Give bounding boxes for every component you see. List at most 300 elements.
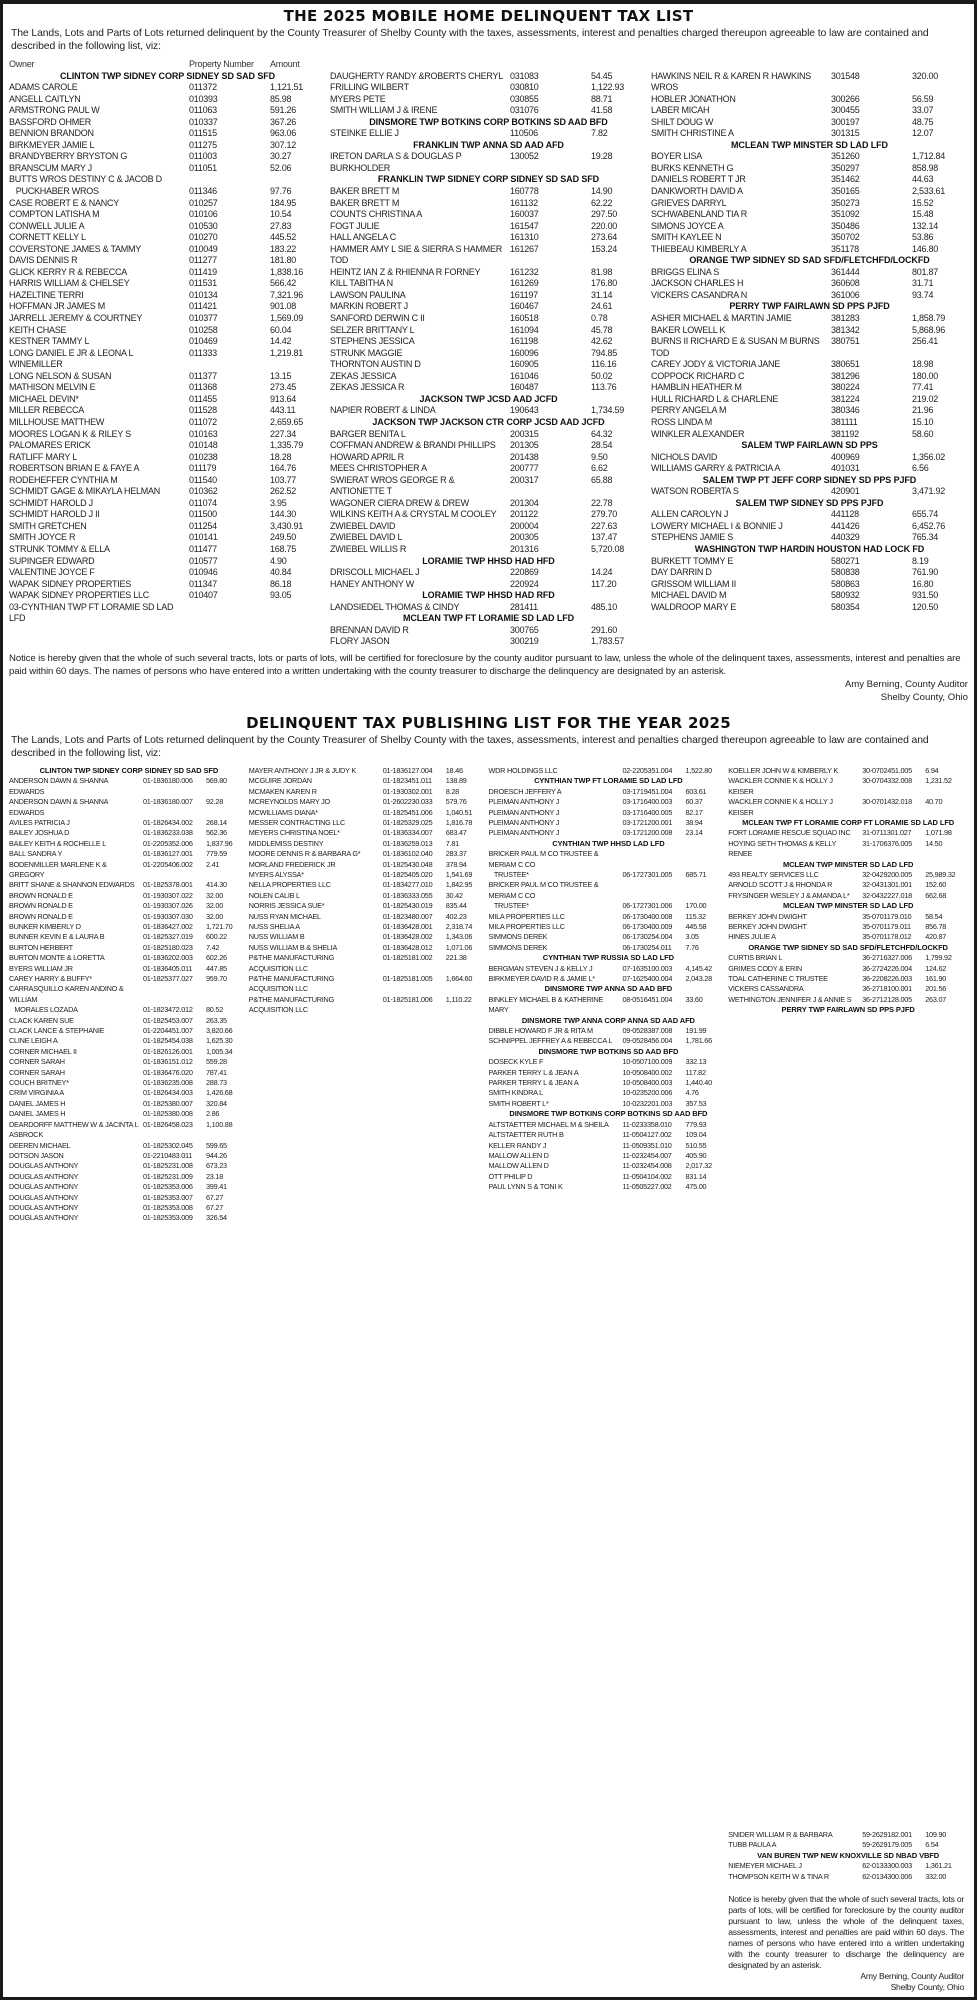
amount: 93.74 bbox=[912, 289, 934, 300]
property-number: 011500 bbox=[189, 509, 217, 520]
amount: 64.32 bbox=[591, 428, 613, 439]
owner-name: CORNETT KELLY L bbox=[9, 232, 86, 243]
property-number: 010270 bbox=[189, 232, 218, 243]
owner-name: LANDSIEDEL THOMAS & CINDY bbox=[330, 601, 460, 612]
property-number: 220924 bbox=[510, 578, 539, 589]
table-row bbox=[647, 209, 968, 221]
amount: 42.62 bbox=[591, 336, 613, 347]
owner-name: LAWSON PAULINA bbox=[330, 289, 406, 300]
owner-name: DOUGLAS ANTHONY bbox=[9, 1192, 79, 1202]
amount: 15.52 bbox=[912, 197, 934, 208]
property-number: 010106 bbox=[189, 209, 218, 220]
table-row bbox=[326, 625, 647, 637]
owner-name: HAMMER AMY L SIE & SIERRA S HAMMER TOD bbox=[330, 243, 505, 266]
table-row bbox=[326, 244, 647, 267]
amount: 602.26 bbox=[206, 953, 227, 963]
table-row bbox=[9, 382, 326, 394]
owner-name: NORRIS JESSICA SUE* bbox=[248, 901, 325, 911]
table-row bbox=[489, 1036, 729, 1046]
property-number: 011051 bbox=[189, 162, 217, 173]
amount: 2,043.28 bbox=[685, 974, 712, 984]
table-row bbox=[9, 521, 326, 533]
table-row bbox=[489, 964, 729, 974]
owner-name: MARKIN ROBERT J bbox=[330, 301, 408, 312]
amount: 3.95 bbox=[270, 497, 287, 508]
owner-name: WACKLER CONNIE K & HOLLY J KEISER bbox=[728, 797, 835, 817]
property-number: 201305 bbox=[510, 440, 539, 451]
owner-name: MOORES LOGAN K & RILEY S bbox=[9, 428, 131, 439]
amount: 33.60 bbox=[685, 994, 703, 1004]
property-number: 03-1716400.003 bbox=[622, 797, 673, 807]
amount: 19.28 bbox=[591, 151, 613, 162]
district-heading: ORANGE TWP SIDNEY SD SAD SFD/FLETCHFD/LOCKFD bbox=[748, 942, 948, 952]
table-row bbox=[9, 255, 326, 267]
district-heading: PERRY TWP FAIRLAWN SD PPS PJFD bbox=[729, 301, 890, 312]
owner-name: PARKER TERRY L & JEAN A bbox=[488, 1078, 579, 1088]
owner-name: SCHMIDT HAROLD J bbox=[9, 497, 93, 508]
owner-name: BAKER LOWELL K bbox=[651, 324, 726, 335]
district-heading: WASHINGTON TWP HARDIN HOUSTON HAD LOCK FD bbox=[694, 543, 925, 554]
table-row bbox=[9, 818, 249, 828]
table-row bbox=[489, 974, 729, 984]
owner-name: SCHMIDT HAROLD J II bbox=[9, 509, 100, 520]
property-number: 300197 bbox=[831, 116, 860, 127]
property-number: 01-1825430.048 bbox=[382, 859, 433, 869]
property-number: 361006 bbox=[831, 289, 860, 300]
amount: 307.12 bbox=[270, 139, 297, 150]
amount: 263.07 bbox=[925, 994, 947, 1004]
amount: 2.41 bbox=[206, 859, 220, 869]
district-heading: MCLEAN TWP MINSTER SD LAD LFD bbox=[782, 859, 914, 869]
property-number: 02-2205351.004 bbox=[622, 765, 673, 775]
owner-name: MILA PROPERTIES LLC bbox=[488, 911, 565, 921]
amount: 18.28 bbox=[270, 451, 292, 462]
property-number: 03-1716400.005 bbox=[622, 807, 673, 817]
table-row bbox=[647, 417, 968, 429]
property-number: 01-1836428.012 bbox=[382, 942, 433, 952]
table-row bbox=[9, 943, 249, 953]
property-number: 10-0508400.003 bbox=[622, 1078, 673, 1088]
owner-name: BERGMAN STEVEN J & KELLY J bbox=[488, 963, 593, 973]
property-number: 01-1825353.007 bbox=[143, 1192, 193, 1202]
property-number: 06-1730400.009 bbox=[622, 921, 673, 931]
owner-name: JACKSON CHARLES H bbox=[651, 278, 744, 289]
table-row bbox=[9, 151, 326, 163]
table-row bbox=[326, 475, 647, 498]
owner-name: WACKLER CONNIE K & HOLLY J KEISER bbox=[728, 776, 835, 796]
property-number: 01-1825329.025 bbox=[382, 817, 433, 827]
owner-name: CORNER SARAH bbox=[9, 1067, 65, 1077]
table-row bbox=[9, 198, 326, 210]
table-row bbox=[489, 1026, 729, 1036]
amount: 15.48 bbox=[912, 209, 934, 220]
mobile-home-notice: Notice is hereby given that the whole of such several tracts, lots or parts of lots, will be certified for foreclosure by the county auditor pursuant to law, unless the whole of the delinquent taxes, assessments, interest and penalties are paid within 60 days. The names of persons who have entered into a written undertaking with the county treasurer to discharge the delinquency are designated by an asterisk. bbox=[9, 652, 961, 677]
amount: 6,452.76 bbox=[912, 520, 946, 531]
property-number: 11-0504104.002 bbox=[622, 1171, 672, 1181]
amount: 168.75 bbox=[270, 543, 297, 554]
amount: 913.64 bbox=[270, 393, 297, 404]
amount: 52.06 bbox=[270, 162, 292, 173]
table-row bbox=[326, 405, 647, 417]
table-row bbox=[9, 901, 249, 911]
owner-name: TOAL CATHERINE C TRUSTEE bbox=[728, 974, 828, 984]
owner-name: COPPOCK RICHARD C bbox=[651, 370, 745, 381]
table-row bbox=[326, 313, 647, 325]
owner-name: GRIEVES DARRYL bbox=[651, 197, 727, 208]
property-number: 030855 bbox=[510, 93, 539, 104]
amount: 673.23 bbox=[206, 1161, 227, 1171]
amount: 227.34 bbox=[270, 428, 297, 439]
table-row bbox=[326, 105, 647, 117]
property-number: 08-0516451.004 bbox=[622, 994, 673, 1004]
property-number: 01-1825378.001 bbox=[143, 880, 193, 890]
owner-name: CAREY HARRY & BUFFY* bbox=[9, 974, 92, 984]
property-number: 201316 bbox=[510, 543, 539, 554]
property-number: 01-1836405.011 bbox=[143, 963, 193, 973]
amount: 15.10 bbox=[912, 416, 934, 427]
table-row bbox=[249, 922, 489, 932]
district-heading: ORANGE TWP SIDNEY SD SAD SFD/FLETCHFD/LOCKFD bbox=[689, 255, 930, 266]
table-row bbox=[326, 440, 647, 452]
district-heading: CLINTON TWP SIDNEY CORP SIDNEY SD SAD SFD bbox=[59, 70, 276, 81]
amount: 443.11 bbox=[270, 405, 296, 416]
amount: 357.53 bbox=[685, 1098, 707, 1108]
owner-name: MOORE DENNIS R & BARBARA G* bbox=[248, 849, 361, 859]
table-row bbox=[489, 922, 729, 932]
property-number: 32-0431301.001 bbox=[862, 880, 912, 890]
owner-name: DOUGLAS ANTHONY bbox=[9, 1202, 79, 1212]
owner-name: GRISSOM WILLIAM II bbox=[651, 578, 737, 589]
column-headers bbox=[326, 59, 647, 71]
district-heading: DINSMORE TWP BOTKINS SD AAD BFD bbox=[538, 1046, 679, 1056]
owner-name: ZWIEBEL DAVID L bbox=[330, 532, 403, 543]
owner-name: DANIEL JAMES H bbox=[9, 1109, 66, 1119]
owner-name: GLICK KERRY R & REBECCA bbox=[9, 266, 127, 277]
property-number: 07-1625400.004 bbox=[622, 974, 673, 984]
district-heading: VAN BUREN TWP NEW KNOXVILLE SD NBAD VBFD bbox=[757, 1850, 940, 1860]
amount: 1,121.51 bbox=[270, 82, 304, 93]
property-number: 580863 bbox=[831, 578, 860, 589]
owner-name: STEPHENS JAMIE S bbox=[651, 532, 734, 543]
column-spacer bbox=[249, 1016, 489, 1993]
table-row bbox=[728, 953, 968, 963]
amount: 32.00 bbox=[206, 911, 224, 921]
property-number: 011528 bbox=[189, 405, 217, 416]
property-number: 01-1836151.012 bbox=[143, 1057, 193, 1067]
list-column bbox=[728, 766, 968, 1993]
amount: 40.70 bbox=[925, 797, 943, 807]
table-row bbox=[326, 579, 647, 591]
table-row bbox=[489, 1099, 729, 1109]
table-row bbox=[249, 818, 489, 828]
owner-name: ADAMS CAROLE bbox=[9, 82, 78, 93]
property-number: 01-1825181.002 bbox=[382, 953, 433, 963]
list-column bbox=[9, 766, 249, 1993]
owner-name: BERKEY JOHN DWIGHT bbox=[728, 911, 807, 921]
property-number: 010148 bbox=[189, 440, 218, 451]
table-row bbox=[249, 974, 489, 995]
table-row bbox=[728, 964, 968, 974]
table-row bbox=[647, 452, 968, 464]
table-row bbox=[9, 429, 326, 441]
amount: 60.37 bbox=[685, 797, 703, 807]
table-row bbox=[489, 849, 729, 870]
property-number: 36-2208226.003 bbox=[862, 974, 912, 984]
property-number: 011003 bbox=[189, 151, 217, 162]
header-amount: Amount bbox=[270, 59, 300, 69]
property-number: 160778 bbox=[510, 186, 539, 197]
table-row bbox=[9, 301, 326, 313]
amount: 7.42 bbox=[206, 942, 220, 952]
header-property-number: Property Number bbox=[189, 59, 254, 69]
amount: 1,712.84 bbox=[912, 151, 946, 162]
district-heading: DINSMORE TWP BOTKINS CORP BOTKINS SD AAD BFD bbox=[369, 116, 608, 127]
owner-name: P&THE MANUFACTURING ACQUISITION LLC bbox=[248, 953, 336, 973]
property-number: 36-2718100.001 bbox=[862, 984, 912, 994]
property-number: 030810 bbox=[510, 82, 539, 93]
property-number: 351462 bbox=[831, 174, 860, 185]
table-row bbox=[326, 278, 647, 290]
property-number: 010141 bbox=[189, 532, 218, 543]
property-number: 201122 bbox=[510, 509, 538, 520]
property-number: 32-0432227.018 bbox=[862, 890, 912, 900]
amount: 1,838.16 bbox=[270, 266, 304, 277]
owner-name: MIDDLEMISS DESTINY bbox=[248, 838, 324, 848]
amount: 85.98 bbox=[270, 93, 292, 104]
amount: 27.83 bbox=[270, 220, 292, 231]
owner-name: TRUSTEE* bbox=[488, 901, 529, 911]
owner-name: P&THE MANUFACTURING ACQUISITION LLC bbox=[248, 994, 336, 1015]
owner-name: WDR HOLDINGS LLC bbox=[488, 765, 558, 775]
district-heading: MCLEAN TWP MINSTER SD LAD LFD bbox=[731, 139, 888, 150]
district-heading: CLINTON TWP SIDNEY CORP SIDNEY SD SAD SFD bbox=[39, 765, 219, 775]
amount: 1,837.96 bbox=[206, 838, 233, 848]
amount: 0.78 bbox=[591, 313, 608, 324]
property-number: 03-1719451.004 bbox=[622, 786, 673, 796]
table-row bbox=[9, 267, 326, 279]
signature-name: Amy Berning, County Auditor bbox=[860, 1971, 964, 1981]
property-number: 01-1836235.008 bbox=[143, 1078, 193, 1088]
owner-name: ANDERSON DAWN & SHANNA EDWARDS bbox=[9, 797, 110, 817]
table-row bbox=[9, 602, 326, 625]
owner-name: DRISCOLL MICHAEL J bbox=[330, 567, 420, 578]
owner-name: ZEKAS JESSICA bbox=[330, 370, 397, 381]
amount bbox=[686, 849, 728, 870]
table-row bbox=[326, 452, 647, 464]
owner-name: MALLOW ALLEN D bbox=[488, 1150, 549, 1160]
table-row bbox=[728, 891, 968, 901]
amount: 7.81 bbox=[445, 838, 459, 848]
owner-name: MICHAEL DEVIN* bbox=[9, 393, 79, 404]
table-row bbox=[9, 556, 326, 568]
district-heading: JACKSON TWP JCSD AAD JCFD bbox=[419, 393, 558, 404]
property-number: 010377 bbox=[189, 313, 218, 324]
owner-name: FOGT JULIE bbox=[330, 220, 380, 231]
table-row bbox=[9, 1016, 249, 1026]
owner-name: BAKER BRETT M bbox=[330, 197, 400, 208]
owner-name: HANEY ANTHONY W bbox=[330, 578, 414, 589]
table-row bbox=[9, 486, 326, 498]
table-row bbox=[647, 325, 968, 337]
owner-name: RODEHEFFER CYNTHIA M bbox=[9, 474, 118, 485]
property-number: 161132 bbox=[510, 197, 538, 208]
publishing-notice: Notice is hereby given that the whole of such several tracts, lots or parts of lots, will be certified for foreclosure by the county auditor pursuant to law, unless the whole of the delinquent taxes, assessments, interest and penalties are paid within 60 days. The names of persons who have entered into a written undertaking with the county treasurer to discharge the delinquency are designated by an asterisk. bbox=[728, 1894, 964, 1970]
owner-name: DANKWORTH DAVID A bbox=[651, 186, 743, 197]
publishing-signature bbox=[728, 1971, 968, 1993]
amount: 600.22 bbox=[206, 932, 227, 942]
owner-name: DOUGLAS ANTHONY bbox=[9, 1161, 79, 1171]
owner-name: VICKERS CASANDRA N bbox=[651, 289, 748, 300]
amount: 25,989.32 bbox=[925, 869, 956, 879]
property-number: 160905 bbox=[510, 359, 539, 370]
mobile-home-list-columns bbox=[9, 59, 968, 648]
table-row bbox=[9, 128, 326, 140]
amount: 161.90 bbox=[925, 974, 947, 984]
owner-name: SCHMIDT GAGE & MIKAYLA HELMAN bbox=[9, 486, 160, 497]
table-row bbox=[647, 567, 968, 579]
owner-name: SUPINGER EDWARD bbox=[9, 555, 95, 566]
table-row bbox=[728, 880, 968, 890]
table-row bbox=[249, 828, 489, 838]
amount: 44.63 bbox=[912, 174, 934, 185]
property-number bbox=[623, 849, 686, 870]
amount: 2,659.65 bbox=[270, 416, 304, 427]
property-number: 031083 bbox=[510, 70, 539, 81]
table-row bbox=[647, 463, 968, 475]
owner-name: SELZER BRITTANY L bbox=[330, 324, 415, 335]
owner-name: BARGER BENITA L bbox=[330, 428, 406, 439]
owner-name: NIEMEYER MICHAEL J bbox=[728, 1861, 802, 1871]
amount: 227.63 bbox=[591, 520, 618, 531]
table-row bbox=[9, 797, 249, 818]
owner-name: SMITH CHRISTINE A bbox=[651, 128, 734, 139]
property-number: 161267 bbox=[510, 243, 539, 254]
property-number: 010134 bbox=[189, 289, 218, 300]
property-number: 011419 bbox=[189, 266, 217, 277]
amount: 58.60 bbox=[912, 428, 934, 439]
table-row bbox=[647, 394, 968, 406]
district-heading: MCLEAN TWP FT LORAMIE SD LAD LFD bbox=[402, 613, 575, 624]
amount: 14.90 bbox=[591, 186, 613, 197]
amount: 273.45 bbox=[270, 382, 297, 393]
property-number: 01-1823480.007 bbox=[382, 911, 433, 921]
table-row bbox=[647, 94, 968, 106]
amount: 1,005.34 bbox=[206, 1046, 233, 1056]
amount: 569.80 bbox=[206, 776, 227, 786]
owner-name: OTT PHILIP D bbox=[488, 1171, 533, 1181]
property-number: 01-1826126.001 bbox=[143, 1046, 193, 1056]
table-row bbox=[489, 1161, 729, 1171]
property-number: 011074 bbox=[189, 497, 217, 508]
owner-name: PUCKHABER WROS bbox=[9, 186, 99, 197]
amount bbox=[686, 880, 728, 901]
amount: 4,145.42 bbox=[685, 963, 712, 973]
amount: 14.42 bbox=[270, 336, 292, 347]
owner-name: NAPIER ROBERT & LINDA bbox=[330, 405, 436, 416]
table-row bbox=[489, 1078, 729, 1088]
property-number: 010049 bbox=[189, 243, 218, 254]
amount: 31.14 bbox=[591, 289, 613, 300]
amount: 22.78 bbox=[591, 497, 613, 508]
amount: 164.76 bbox=[270, 463, 297, 474]
table-row bbox=[9, 1182, 249, 1192]
table-row bbox=[489, 766, 729, 776]
property-number: 161547 bbox=[510, 220, 539, 231]
amount: 332.13 bbox=[685, 1057, 707, 1067]
table-row bbox=[9, 1161, 249, 1171]
property-number: 350486 bbox=[831, 220, 860, 231]
amount: 60.04 bbox=[270, 324, 292, 335]
table-row bbox=[9, 1213, 249, 1223]
amount: 794.85 bbox=[591, 347, 618, 358]
table-row bbox=[9, 371, 326, 383]
owner-name: DAUGHERTY RANDY &ROBERTS CHERYL bbox=[330, 70, 503, 81]
amount: 1,842.95 bbox=[445, 880, 473, 890]
amount bbox=[270, 602, 326, 625]
amount: 124.62 bbox=[925, 963, 947, 973]
table-row bbox=[9, 932, 249, 942]
table-row bbox=[9, 209, 326, 221]
owner-name: CRIM VIRGINIA A bbox=[9, 1088, 65, 1098]
owner-name: STRUNK TOMMY & ELLA bbox=[9, 543, 110, 554]
owner-name: DOUGLAS ANTHONY bbox=[9, 1182, 79, 1192]
property-number: 200317 bbox=[510, 474, 539, 485]
table-row bbox=[326, 94, 647, 106]
property-number: 06-1727301.006 bbox=[622, 901, 673, 911]
table-row bbox=[489, 1182, 729, 1192]
amount: 220.00 bbox=[591, 220, 618, 231]
table-row bbox=[9, 1203, 249, 1213]
owner-name: IRETON DARLA S & DOUGLAS P BURKHOLDER bbox=[330, 151, 464, 173]
property-number: 011372 bbox=[189, 82, 217, 93]
amount: 1,361.21 bbox=[925, 1861, 952, 1871]
amount: 9.50 bbox=[591, 451, 608, 462]
table-row bbox=[9, 94, 326, 106]
property-number: 01-1836127.001 bbox=[143, 849, 193, 859]
property-number: 01-1836180.007 bbox=[143, 797, 193, 807]
column-spacer bbox=[489, 1193, 729, 1993]
property-number: 011421 bbox=[189, 301, 217, 312]
property-number: 36-2712128.005 bbox=[862, 994, 912, 1004]
amount: 6.94 bbox=[925, 765, 939, 775]
property-number: 580932 bbox=[831, 590, 860, 601]
table-row bbox=[249, 901, 489, 911]
amount: 378.94 bbox=[445, 859, 467, 869]
owner-name: WETHINGTON JENNIFER J & ANNIE S bbox=[728, 994, 852, 1004]
amount: 21.96 bbox=[912, 405, 934, 416]
owner-name: CORNER MICHAEL II bbox=[9, 1046, 77, 1056]
property-number: 62-0133300.003 bbox=[862, 1861, 912, 1871]
table-row bbox=[489, 787, 729, 797]
property-number: 011377 bbox=[189, 370, 217, 381]
owner-name: BUNKER KIMBERLY D bbox=[9, 921, 81, 931]
owner-name: NUSS RYAN MICHAEL bbox=[248, 911, 321, 921]
owner-name: ARMSTRONG PAUL W bbox=[9, 105, 100, 116]
amount: 856.78 bbox=[925, 921, 947, 931]
owner-name: MILLER REBECCA bbox=[9, 405, 85, 416]
table-row bbox=[728, 1830, 968, 1840]
table-row bbox=[326, 71, 647, 83]
property-number: 161094 bbox=[510, 324, 539, 335]
table-row bbox=[9, 1047, 249, 1057]
property-number: 350165 bbox=[831, 186, 860, 197]
table-row bbox=[9, 590, 326, 602]
owner-name: PLEIMAN ANTHONY J bbox=[488, 797, 560, 807]
amount: 405.90 bbox=[685, 1150, 707, 1160]
property-number: 011254 bbox=[189, 520, 217, 531]
amount: 655.74 bbox=[912, 509, 939, 520]
district-heading: JACKSON TWP JACKSON CTR CORP JCSD AAD JCFD bbox=[372, 416, 605, 427]
